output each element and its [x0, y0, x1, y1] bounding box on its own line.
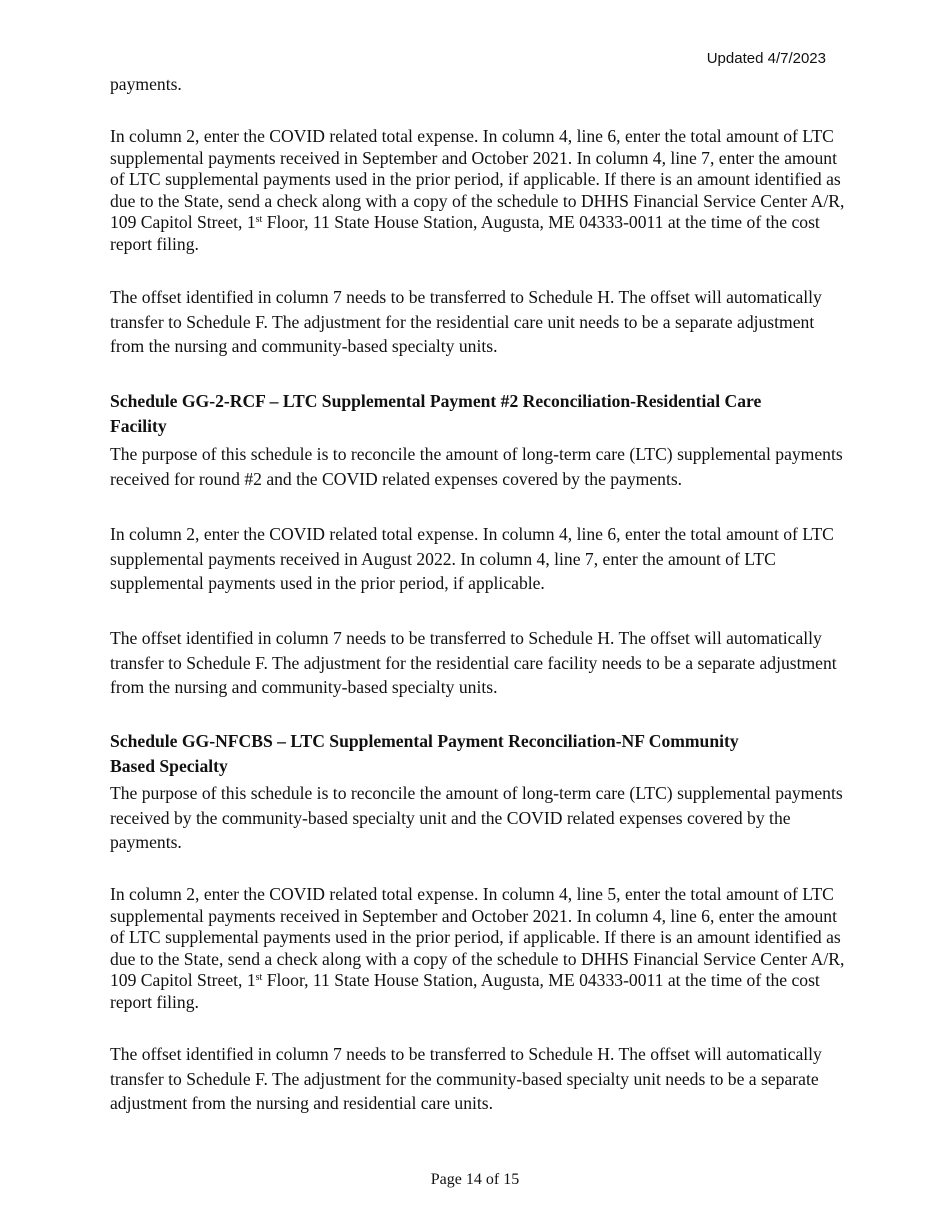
- paragraph-text: Floor, 11 State House Station, Augusta, ME 04333-0011 at the time of the cost report filing.: [110, 212, 820, 254]
- covid-expense-instructions-paragraph: [110, 126, 850, 255]
- purpose-paragraph: The purpose of this schedule is to reconcile the amount of long-term care (LTC) supplemental payments received by the community-based specialty unit and the COVID related expenses covered by the payments.: [110, 783, 843, 852]
- page-number: Page 14 of 15: [430, 1171, 520, 1188]
- continued-fragment: payments.: [110, 74, 182, 94]
- heading-line: Facility: [110, 415, 167, 436]
- heading-line: Based Specialty: [110, 755, 228, 776]
- paragraph-text: In column 2, enter the COVID related total expense. In column 4, line 6, enter the total amount of LTC supplemental payments received in September and October 2021. In column 4, line 7, enter the amount of LTC supplemental payments used in the prior period, if applicable. If there is an amount identified as due to the State, send a check along with a copy of the schedule to DHHS Financial Service Center A/R, 109 Capitol Street, 1: [110, 126, 845, 232]
- section-heading-gg-nfcbs: [110, 729, 850, 778]
- superscript-ordinal: st: [255, 972, 263, 983]
- paragraph-text: Floor, 11 State House Station, Augusta, ME 04333-0011 at the time of the cost report filing.: [110, 970, 820, 1012]
- superscript-ordinal: st: [255, 214, 263, 225]
- offset-transfer-paragraph: The offset identified in column 7 needs to be transferred to Schedule H. The offset will automatically transfer to Schedule F. The adjustment for the residential care facility needs to be a separate adjustment from the nursing and community-based specialty units.: [110, 628, 837, 697]
- covid-expense-instructions-paragraph: In column 2, enter the COVID related total expense. In column 4, line 6, enter the total amount of LTC supplemental payments received in August 2022. In column 4, line 7, enter the amount of LTC supplemental payments used in the prior period, if applicable.: [110, 524, 834, 593]
- heading-line: Schedule GG-NFCBS – LTC Supplemental Payment Reconciliation-NF Community: [110, 731, 739, 751]
- paragraph-text: In column 2, enter the COVID related total expense. In column 4, line 5, enter the total amount of LTC supplemental payments received in September and October 2021. In column 4, line 6, enter the amount of LTC supplemental payments used in the prior period, if applicable. If there is an amount identified as due to the State, send a check along with a copy of the schedule to DHHS Financial Service Center A/R, 109 Capitol Street, 1: [110, 884, 845, 990]
- section-heading-gg-2-rcf: [110, 389, 850, 438]
- heading-line: Schedule GG-2-RCF – LTC Supplemental Payment #2 Reconciliation-Residential Care: [110, 391, 762, 411]
- updated-date: Updated 4/7/2023: [706, 50, 826, 67]
- offset-transfer-paragraph: The offset identified in column 7 needs to be transferred to Schedule H. The offset will automatically transfer to Schedule F. The adjustment for the residential care unit needs to be a separate adjustment from the nursing and community-based specialty units.: [110, 287, 822, 356]
- offset-transfer-paragraph: The offset identified in column 7 needs to be transferred to Schedule H. The offset will automatically transfer to Schedule F. The adjustment for the community-based specialty unit needs to be a separate adjustment from the nursing and residential care units.: [110, 1044, 822, 1113]
- covid-expense-instructions-paragraph: [110, 884, 850, 1013]
- purpose-paragraph: The purpose of this schedule is to reconcile the amount of long-term care (LTC) supplemental payments received for round #2 and the COVID related expenses covered by the payments.: [110, 444, 843, 489]
